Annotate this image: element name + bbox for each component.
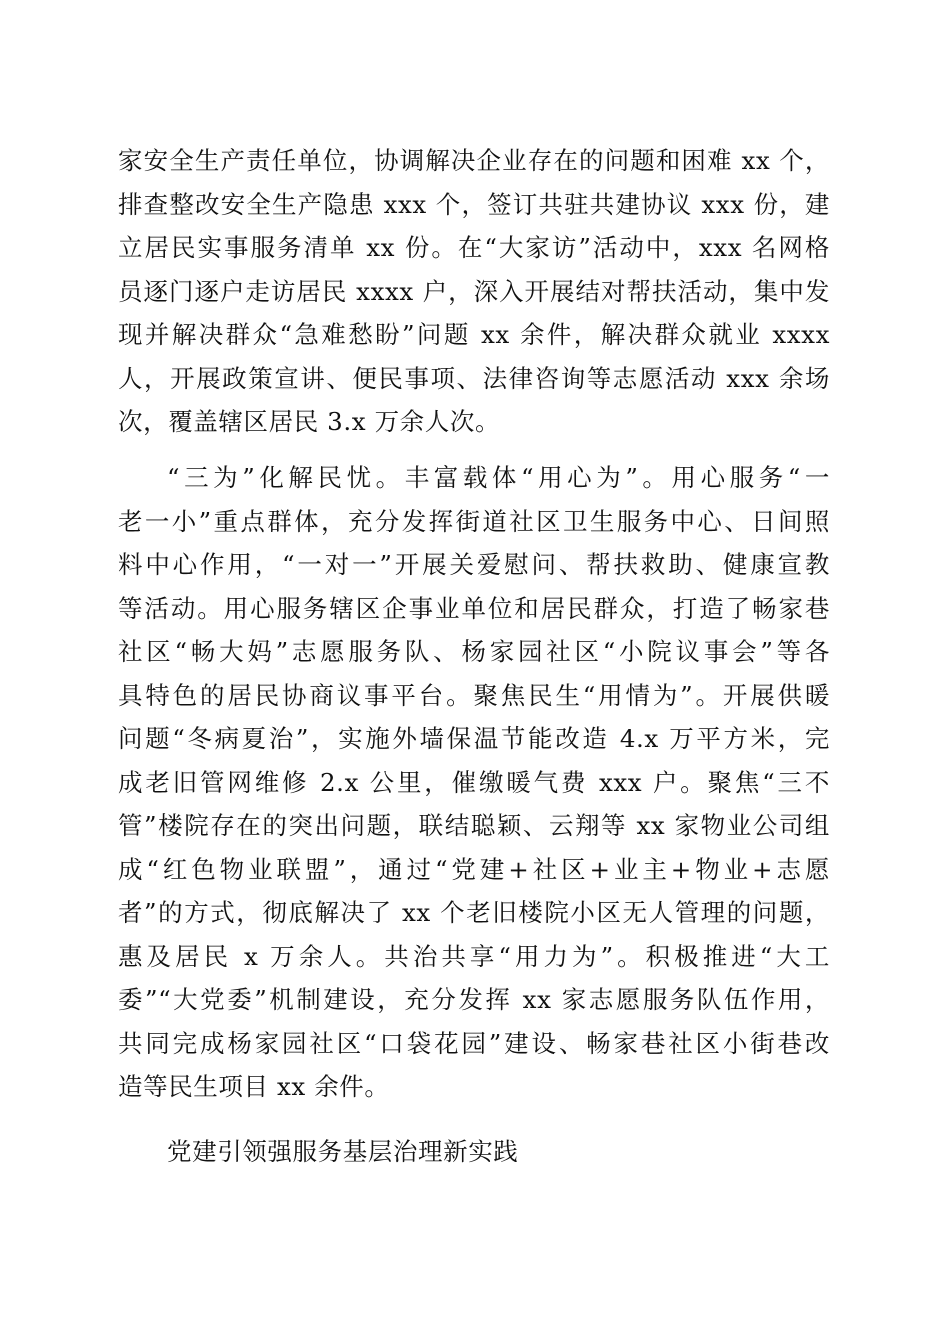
paragraph-line: 立居民实事服务清单 xx 份。在“大家访”活动中，xxx 名网格 [118, 233, 830, 262]
paragraph-line: 委”“大党委”机制建设，充分发挥 xx 家志愿服务队伍作用， [118, 985, 830, 1014]
paragraph-line: 具特色的居民协商议事平台。聚焦民生“用情为”。开展供暖 [118, 680, 830, 710]
paragraph-line: 者”的方式，彻底解决了 xx 个老旧楼院小区无人管理的问题， [118, 898, 830, 927]
paragraph-line: 成老旧管网维修 2.x 公里，催缴暖气费 xxx 户。聚焦“三不 [118, 767, 830, 797]
paragraph-line: 造等民生项目 xx 余件。 [118, 1072, 390, 1101]
paragraph-line: 惠及居民 x 万余人。共治共享“用力为”。积极推进“大工 [118, 941, 830, 971]
paragraph-line: 问题“冬病夏治”，实施外墙保温节能改造 4.x 万平方米，完 [118, 724, 830, 753]
section-heading: 党建引领强服务基层治理新实践 [167, 1137, 519, 1166]
paragraph-line: “三为”化解民忧。丰富载体“用心为”。用心服务“一 [167, 463, 830, 492]
paragraph-line: 管”楼院存在的突出问题，联结聪颖、云翔等 xx 家物业公司组 [118, 811, 830, 840]
paragraph-1 [118, 139, 830, 444]
paragraph-line: 等活动。用心服务辖区企事业单位和居民群众，打造了畅家巷 [118, 593, 830, 623]
paragraph-line: 人，开展政策宣讲、便民事项、法律咨询等志愿活动 xxx 余场 [118, 363, 830, 393]
paragraph-line: 共同完成杨家园社区“口袋花园”建设、畅家巷社区小街巷改 [118, 1028, 830, 1058]
paragraph-line: 成“红色物业联盟”，通过“党建+社区+业主+物业+志愿 [118, 854, 830, 884]
paragraph-line: 排查整改安全生产隐患 xxx 个，签订共驻共建协议 xxx 份，建 [118, 189, 830, 219]
paragraph-2 [118, 456, 830, 1109]
paragraph-line: 员逐门逐户走访居民 xxxx 户，深入开展结对帮扶活动，集中发 [118, 276, 830, 306]
section-heading-block [118, 1130, 830, 1174]
paragraph-line: 老一小”重点群体，充分发挥街道社区卫生服务中心、日间照 [118, 506, 830, 536]
paragraph-line: 家安全生产责任单位，协调解决企业存在的问题和困难 xx 个， [118, 146, 830, 175]
paragraph-line: 现并解决群众“急难愁盼”问题 xx 余件，解决群众就业 xxxx [118, 320, 830, 349]
paragraph-line: 社区“畅大妈”志愿服务队、杨家园社区“小院议事会”等各 [118, 637, 830, 666]
paragraph-line: 料中心作用，“一对一”开展关爱慰问、帮扶救助、健康宣教 [118, 550, 830, 579]
paragraph-line: 次，覆盖辖区居民 3.x 万余人次。 [118, 407, 501, 436]
